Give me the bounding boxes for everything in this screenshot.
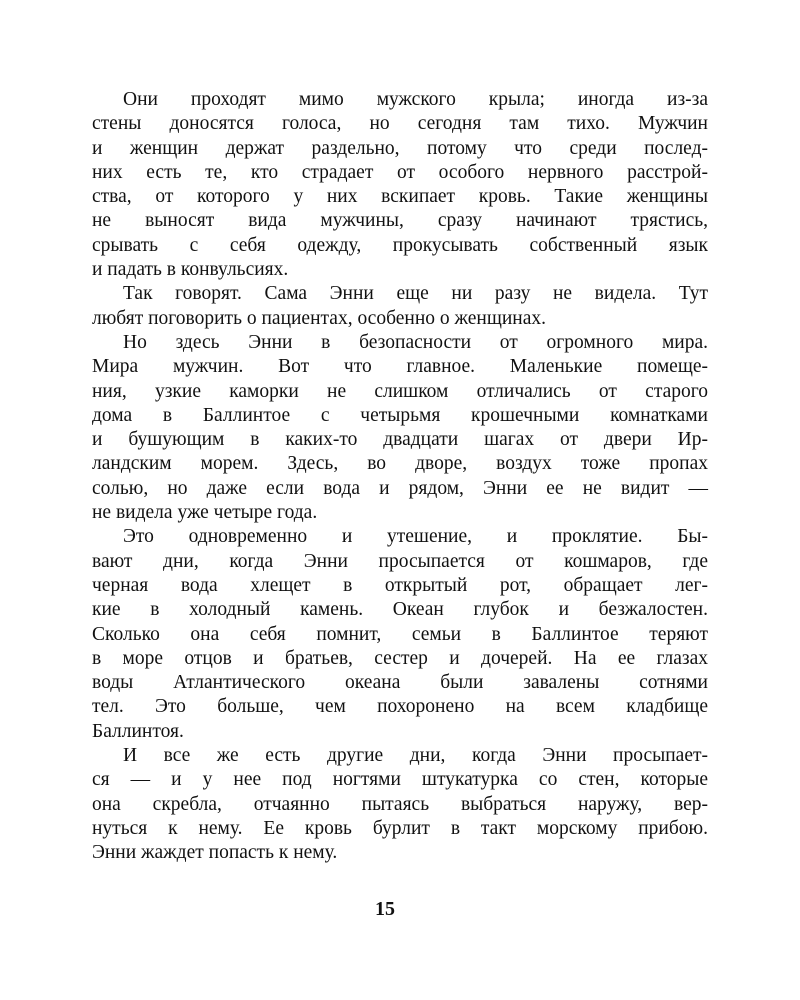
text-line: Баллинтоя. [92, 720, 184, 742]
text-line: Они проходят мимо мужского крыла; иногда из-за [123, 89, 708, 110]
paragraph [92, 744, 708, 865]
text-line: Это одновременно и утешение, и проклятие. Бы- [123, 526, 708, 548]
page-body [92, 88, 708, 866]
text-line: не видела уже четыре года. [92, 502, 318, 524]
text-line: воды Атлантического океана были завалены сотнями [92, 672, 708, 694]
text-line: ния, узкие каморки не слишком отличались от старого [92, 380, 708, 402]
text-line: солью, но даже если вода и рядом, Энни ее не видит — [92, 477, 708, 499]
text-line: в море отцов и братьев, сестер и дочерей. На ее глазах [92, 647, 708, 669]
text-line: ся — и у нее под ногтями штукатурка со стен, которые [92, 769, 708, 791]
text-line: Но здесь Энни в безопасности от огромного мира. [123, 331, 708, 353]
text-line: и женщин держат раздельно, потому что среди послед- [92, 137, 708, 159]
text-line: она скребла, отчаянно пытаясь выбраться наружу, вер- [92, 793, 708, 815]
text-line: стены доносятся голоса, но сегодня там тихо. Мужчин [92, 113, 708, 135]
text-line: не выносят вида мужчины, сразу начинают трястись, [92, 210, 708, 232]
text-line: Сколько она себя помнит, семьи в Баллинтое теряют [92, 623, 708, 645]
page-number: 15 [375, 898, 395, 920]
paragraph [92, 88, 708, 282]
text-line: Мира мужчин. Вот что главное. Маленькие помеще- [92, 356, 708, 378]
text-line: них есть те, кто страдает от особого нервного расстрой- [92, 161, 708, 183]
text-line: И все же есть другие дни, когда Энни просыпает- [123, 745, 708, 767]
text-line: тел. Это больше, чем похоронено на всем кладбище [92, 696, 708, 718]
paragraph [92, 331, 708, 525]
paragraph [92, 282, 708, 331]
text-line: нуться к нему. Ее кровь бурлит в такт морскому прибою. [92, 817, 708, 839]
text-line: Так говорят. Сама Энни еще ни разу не видела. Тут [123, 283, 708, 305]
text-line: черная вода хлещет в открытый рот, обращает лег- [92, 574, 708, 596]
text-line: вают дни, когда Энни просыпается от кошмаров, где [92, 550, 708, 572]
text-line: и падать в конвульсиях. [92, 259, 289, 281]
text-line: любят поговорить о пациентах, особенно о женщинах. [92, 307, 546, 329]
text-line: ландским морем. Здесь, во дворе, воздух тоже пропах [92, 453, 708, 475]
text-line: кие в холодный камень. Океан глубок и безжалостен. [92, 599, 708, 621]
text-line: дома в Баллинтое с четырьмя крошечными комнатками [92, 404, 708, 426]
text-line: и бушующим в каких-то двадцати шагах от двери Ир- [92, 429, 708, 451]
text-line: срывать с себя одежду, прокусывать собственный язык [92, 234, 708, 256]
text-line: Энни жаждет попасть к нему. [92, 842, 338, 864]
paragraph [92, 525, 708, 744]
text-line: ства, от которого у них вскипает кровь. Такие женщины [92, 186, 708, 208]
